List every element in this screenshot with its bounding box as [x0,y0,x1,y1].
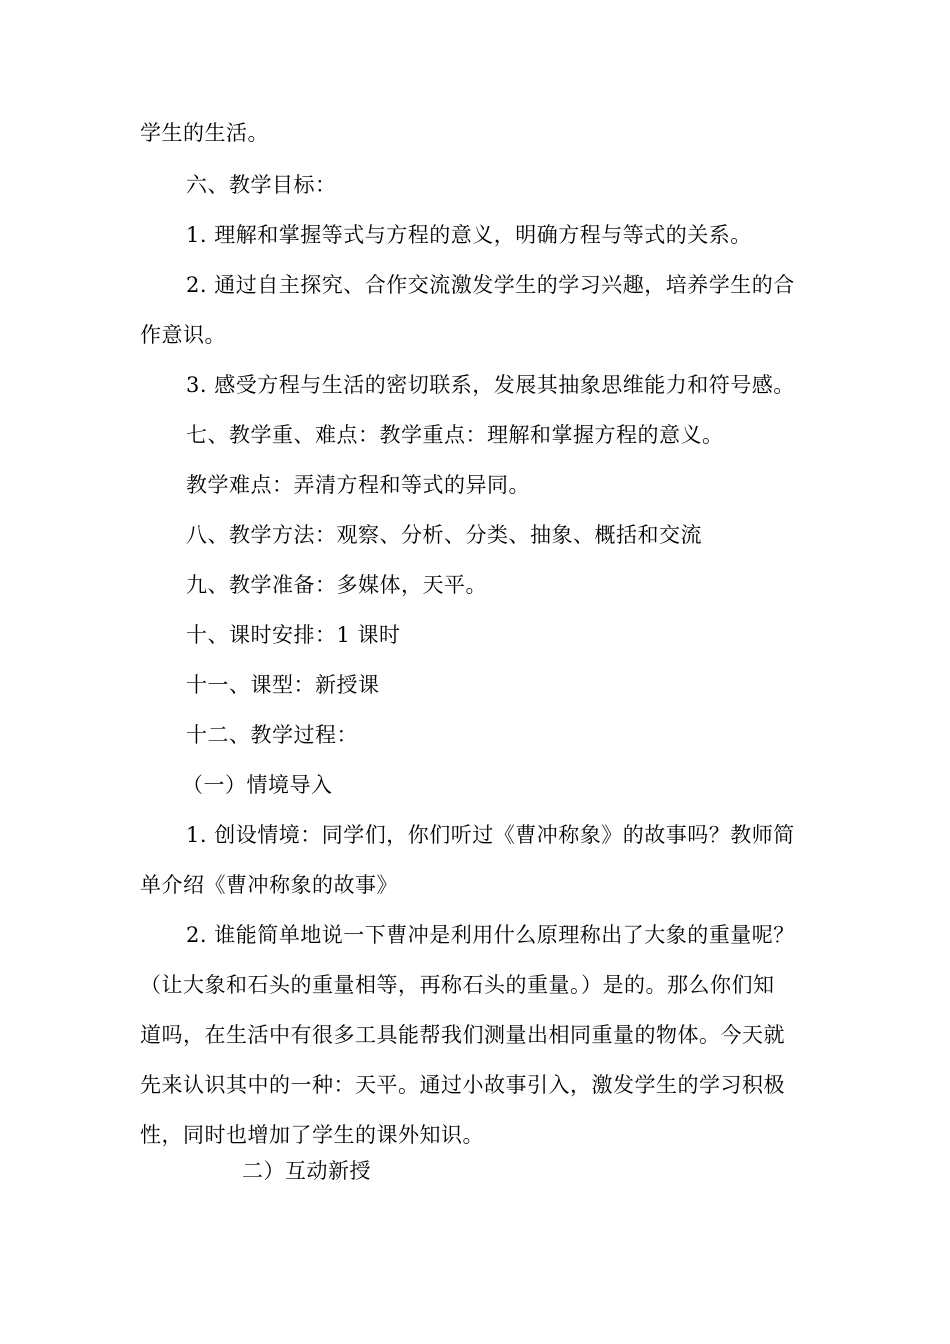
subsection-heading-interactive: 二）互动新授 [242,1159,371,1183]
section-heading-process: 十二、教学过程： [186,723,358,747]
section-heading-methods: 八、教学方法：观察、分析、分类、抽象、概括和交流 [186,523,702,547]
objective-item-2-cont: 作意识。 [140,323,226,347]
difficult-point: 教学难点：弄清方程和等式的异同。 [186,473,530,497]
text-line-continuation: 学生的生活。 [140,121,269,145]
intro-item-2-cont-4: 性，同时也增加了学生的课外知识。 [140,1123,484,1147]
section-heading-lesson-type: 十一、课型：新授课 [186,673,380,697]
intro-item-1-cont: 单介绍《曹冲称象的故事》 [140,873,398,897]
intro-item-2-cont-1: （让大象和石头的重量相等，再称石头的重量。）是的。那么你们知 [140,973,775,997]
objective-item-2: 2. 通过自主探究、合作交流激发学生的学习兴趣，培养学生的合 [186,273,795,297]
intro-item-1: 1. 创设情境：同学们，你们听过《曹冲称象》的故事吗？教师简 [186,823,795,847]
objective-item-1: 1. 理解和掌握等式与方程的意义，明确方程与等式的关系。 [186,223,752,247]
intro-item-2: 2. 谁能简单地说一下曹冲是利用什么原理称出了大象的重量呢？ [186,923,795,947]
intro-item-2-cont-2: 道吗，在生活中有很多工具能帮我们测量出相同重量的物体。今天就 [140,1023,785,1047]
section-heading-key-points: 七、教学重、难点：教学重点：理解和掌握方程的意义。 [186,423,724,447]
section-heading-schedule: 十、课时安排：1 课时 [186,623,401,647]
section-heading-objectives: 六、教学目标： [186,173,337,197]
objective-item-3: 3. 感受方程与生活的密切联系，发展其抽象思维能力和符号感。 [186,373,795,397]
section-heading-preparation: 九、教学准备：多媒体，天平。 [186,573,487,597]
subsection-heading-intro: （一）情境导入 [182,773,333,797]
intro-item-2-cont-3: 先来认识其中的一种：天平。通过小故事引入，激发学生的学习积极 [140,1073,785,1097]
